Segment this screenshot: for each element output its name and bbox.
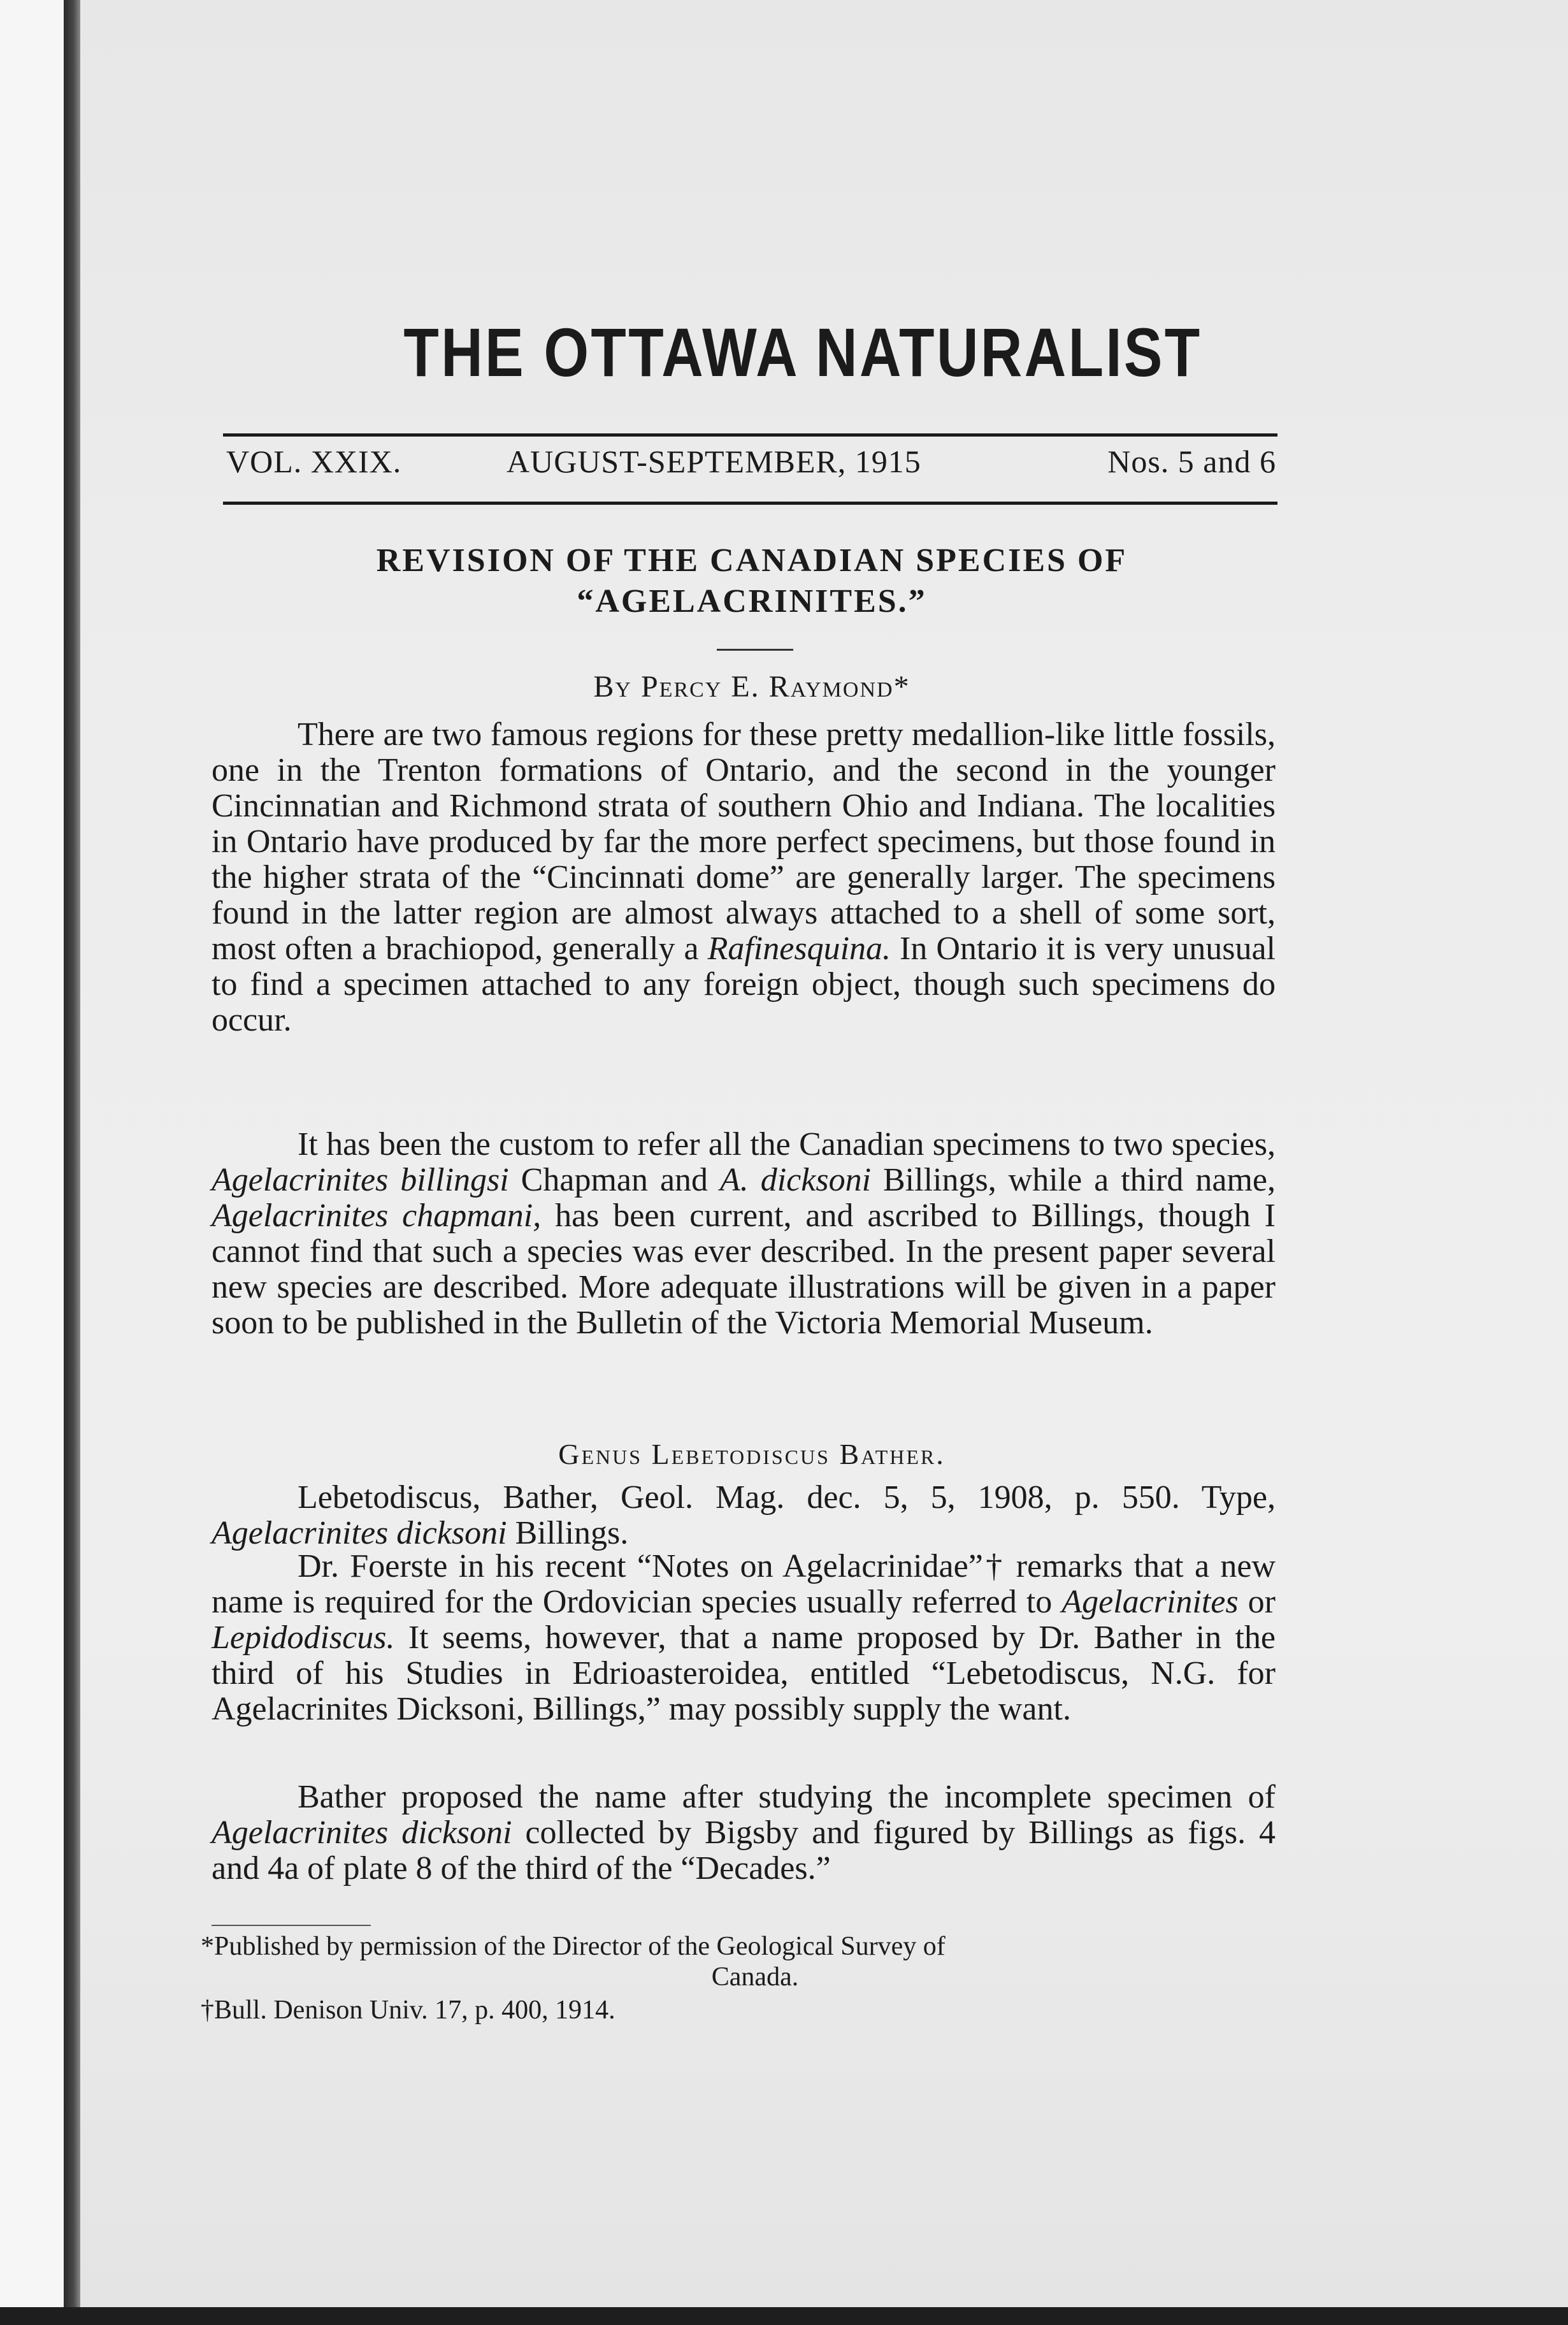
paragraph-2-italic-3: Agelacrinites chapmani, <box>212 1198 542 1234</box>
paragraph-1-text-b: In Ontario it is very unusual to find a specimen attached to any foreign object, though such specimens do occur. <box>212 931 1276 1038</box>
paragraph-3-text-a: Lebetodiscus, Bather, Geol. Mag. dec. 5, 5, 1908, p. 550. Type, <box>298 1479 1276 1516</box>
paragraph-5-text-a: Bather proposed the name after studying the incomplete specimen of <box>298 1779 1276 1815</box>
paragraph-5-text-b: collected by Bigsby and figured by Billings as figs. 4 and 4a of plate 8 of the third of the “Decades.” <box>212 1814 1276 1887</box>
paragraph-1-text-a: There are two famous regions for these pretty medallion-like little fossils, one in the Trenton formations of Ontario, and the second in the younger Cincinnatian and Richmond strata of southern Ohio and Indiana. The localities in Ontario have produced by far the more perfect specimens, but those found in the higher strata of the “Cincinnati dome” are generally larger. The specimens found in the latter region are almost always attached to a shell of some sort, most often a brachiopod, generally a <box>212 716 1276 967</box>
paragraph-2 <box>212 1127 1276 1341</box>
footnote-rule <box>212 1925 371 1926</box>
article-title-line2: “AGELACRINITES.” <box>577 583 927 619</box>
scan-left-margin <box>0 0 67 2325</box>
footnote-2: †Bull. Denison Univ. 17, p. 400, 1914. <box>201 1995 615 2025</box>
paragraph-4-text-c: It seems, however, that a name proposed by Dr. Bather in the third of his Studies in Edrioasteroidea, entitled “Lebetodiscus, N.G. for Agelacrinites Dicksoni, Billings,” may possibly supply the want. <box>212 1619 1276 1727</box>
masthead-bottom-rule <box>223 502 1277 505</box>
article-title <box>210 540 1293 622</box>
paragraph-2-text-d: has been current, and ascribed to Billings, though I cannot find that such a species was ever described. In the present paper several new species are described. More adequate illustrations will be given in a paper soon to be published in the Bulletin of the Victoria Memorial Museum. <box>212 1198 1276 1341</box>
masthead-numbers: Nos. 5 and 6 <box>1107 444 1276 479</box>
paragraph-4-text-a: Dr. Foerste in his recent “Notes on Agelacrinidae”† remarks that a new name is required for the Ordovician species usually referred to <box>212 1548 1276 1620</box>
byline: By Percy E. Raymond* <box>593 670 910 704</box>
masthead <box>226 443 1276 494</box>
masthead-volume: VOL. XXIX. <box>226 444 402 479</box>
paragraph-4-text-b: or <box>1238 1584 1276 1620</box>
paragraph-4 <box>212 1549 1276 1727</box>
paragraph-4-italic-1: Agelacrinites <box>1061 1584 1239 1620</box>
paragraph-3-italic: Agelacrinites dicksoni <box>212 1515 507 1551</box>
footnote-1 <box>201 1931 1284 1992</box>
masthead-date: AUGUST-SEPTEMBER, 1915 <box>507 444 921 479</box>
paragraph-3-text-b: Billings. <box>507 1515 629 1551</box>
paragraph-2-italic-1: Agelacrinites billingsi <box>212 1162 509 1198</box>
paragraph-5 <box>212 1779 1276 1887</box>
footnote-1-line2: Canada. <box>711 1962 799 1992</box>
article-title-line1: REVISION OF THE CANADIAN SPECIES OF <box>376 542 1128 579</box>
genus-heading: Genus Lebetodiscus Bather. <box>558 1438 946 1470</box>
journal-title: THE OTTAWA NATURALIST <box>403 314 1202 391</box>
scan-binding-edge <box>64 0 80 2325</box>
footnote-1-line1: *Published by permission of the Director of the Geological Survey of <box>201 1932 946 1961</box>
paragraph-1-italic: Rafinesquina. <box>707 931 891 967</box>
masthead-top-rule <box>223 433 1277 437</box>
paragraph-2-italic-2: A. dicksoni <box>720 1162 872 1198</box>
paragraph-5-italic: Agelacrinites dicksoni <box>212 1814 512 1851</box>
scan-bottom-edge <box>0 2307 1568 2325</box>
paragraph-2-text-a: It has been the custom to refer all the Canadian specimens to two species, <box>298 1126 1276 1162</box>
paragraph-2-text-b: Chapman and <box>508 1162 720 1198</box>
paragraph-3 <box>212 1480 1276 1551</box>
title-divider <box>717 649 793 651</box>
paragraph-1 <box>212 717 1276 1038</box>
paragraph-4-italic-2: Lepidodiscus. <box>212 1619 395 1656</box>
paragraph-2-text-c: Billings, while a third name, <box>871 1162 1276 1198</box>
